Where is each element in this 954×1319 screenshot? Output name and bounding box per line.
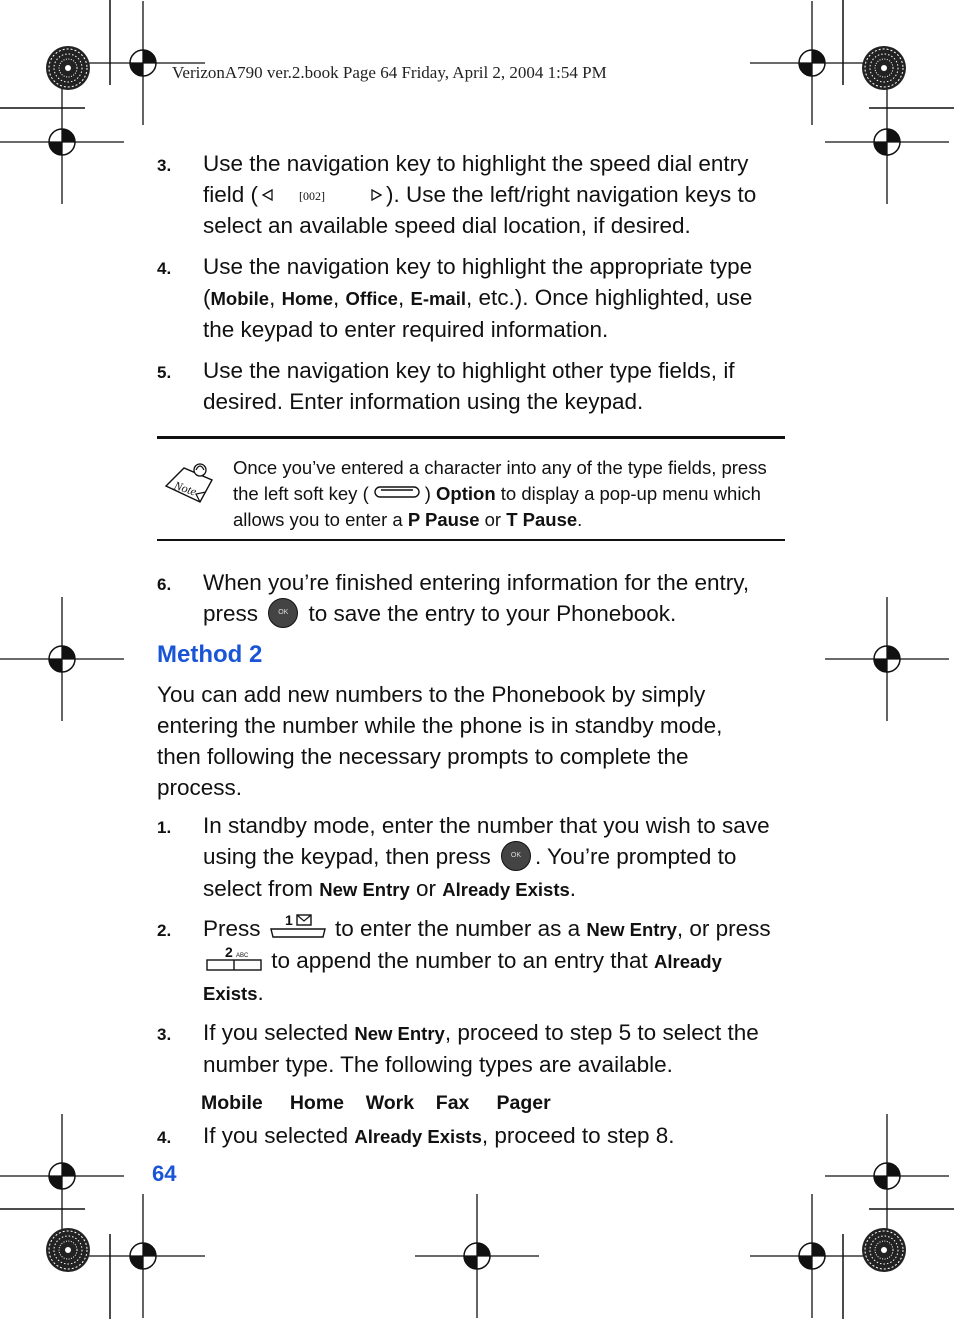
key-2-sub-label: ABC <box>236 953 249 960</box>
speed-dial-field-icon <box>258 183 386 205</box>
step-number: 3. <box>157 1025 172 1044</box>
step-text: or <box>409 876 443 902</box>
key-2-icon <box>203 945 265 971</box>
note-icon <box>162 458 220 506</box>
step-text: , proceed to step 8. <box>481 1123 675 1148</box>
note-text-part: Once you’ve entered a character into any of the type fields, press the left soft key ( <box>233 457 767 504</box>
speed-dial-field-label: [002] <box>299 189 326 204</box>
already-exists-label: Already Exists <box>203 951 722 1004</box>
step-text: In standby mode, enter the number that you wish to save using the keypad, then press <box>203 813 770 869</box>
note-icon-label: Note <box>172 478 199 499</box>
option-label: Option <box>436 483 496 504</box>
step-text: . <box>569 876 577 902</box>
step-text: Use the navigation key to highlight the speed dial entry field ( <box>203 151 749 207</box>
note-text-part: . <box>577 509 583 530</box>
step-text: , or press <box>676 916 771 941</box>
step-number: 3. <box>157 156 172 175</box>
step-text: When you’re finished entering information for the entry, press <box>203 570 750 626</box>
print-header: VerizonA790 ver.2.book Page 64 Friday, April 2, 2004 1:54 PM <box>172 63 607 82</box>
already-exists-label: Already Exists <box>442 879 570 901</box>
method-paragraph: You can add new numbers to the Phonebook by simply entering the number while the phone is in standby mode, then following the necessary prompts to complete the process. <box>157 682 723 800</box>
step-number: 4. <box>157 1128 172 1147</box>
separator: , <box>269 285 282 310</box>
new-entry-label: New Entry <box>354 1023 445 1044</box>
step-text: to enter the number as a <box>328 916 587 941</box>
step-number: 2. <box>157 921 172 940</box>
step-number: 5. <box>157 363 172 382</box>
step-text: . <box>257 980 264 1005</box>
type-item: Mobile <box>201 1092 263 1114</box>
ok-key-icon: OK <box>268 598 298 628</box>
step-text: , proceed to step 5 to select the number type. The following types are available. <box>203 1020 759 1077</box>
type-item: Fax <box>435 1092 470 1114</box>
step-text: , etc.). Once highlighted, use the keypad to enter required information. <box>203 285 753 342</box>
step-number: 4. <box>157 259 172 278</box>
type-email: E-mail <box>410 288 467 309</box>
note-text-part: ) <box>424 483 437 504</box>
t-pause-label: T Pause <box>506 509 578 530</box>
ok-key-icon: OK <box>501 841 531 871</box>
separator: , <box>397 285 411 310</box>
key-1-icon <box>267 913 329 939</box>
section-heading: Method 2 <box>157 641 263 668</box>
step-text: Use the navigation key to highlight other type fields, if desired. Enter information using the keypad. <box>203 358 735 414</box>
page-number: 64 <box>152 1161 177 1186</box>
step-number: 6. <box>157 575 172 594</box>
type-office: Office <box>345 288 398 309</box>
step-text: to append the number to an entry that <box>265 948 655 973</box>
type-item: Home <box>289 1092 345 1114</box>
step-text: If you selected <box>203 1123 355 1148</box>
step-text: Press <box>203 916 267 941</box>
type-home: Home <box>281 288 334 309</box>
type-item: Pager <box>496 1092 551 1114</box>
separator: , <box>333 285 346 310</box>
step-number: 1. <box>157 818 172 837</box>
note-text <box>233 455 783 533</box>
type-item: Work <box>365 1092 415 1114</box>
step-text: Use the navigation key to highlight the appropriate type ( <box>203 254 753 310</box>
number-types-row <box>201 1092 551 1115</box>
note-text-part: to display a pop-up menu which allows you to enter a <box>233 483 761 530</box>
step-text: ). Use the left/right navigation keys to select an available speed dial location, if desired. <box>203 182 757 238</box>
left-soft-key-icon <box>369 482 425 502</box>
step-text: to save the entry to your Phonebook. <box>302 601 677 626</box>
note-text-part: or <box>479 509 507 530</box>
key-1-label: 1 <box>284 912 293 929</box>
key-2-label: 2 <box>225 944 233 961</box>
already-exists-label: Already Exists <box>354 1126 482 1147</box>
step-text: . You’re prompted to select from <box>203 844 737 902</box>
type-mobile: Mobile <box>210 288 270 309</box>
p-pause-label: P Pause <box>407 509 480 530</box>
step-text: If you selected <box>203 1020 355 1045</box>
new-entry-label: New Entry <box>586 919 677 940</box>
new-entry-label: New Entry <box>319 879 410 901</box>
